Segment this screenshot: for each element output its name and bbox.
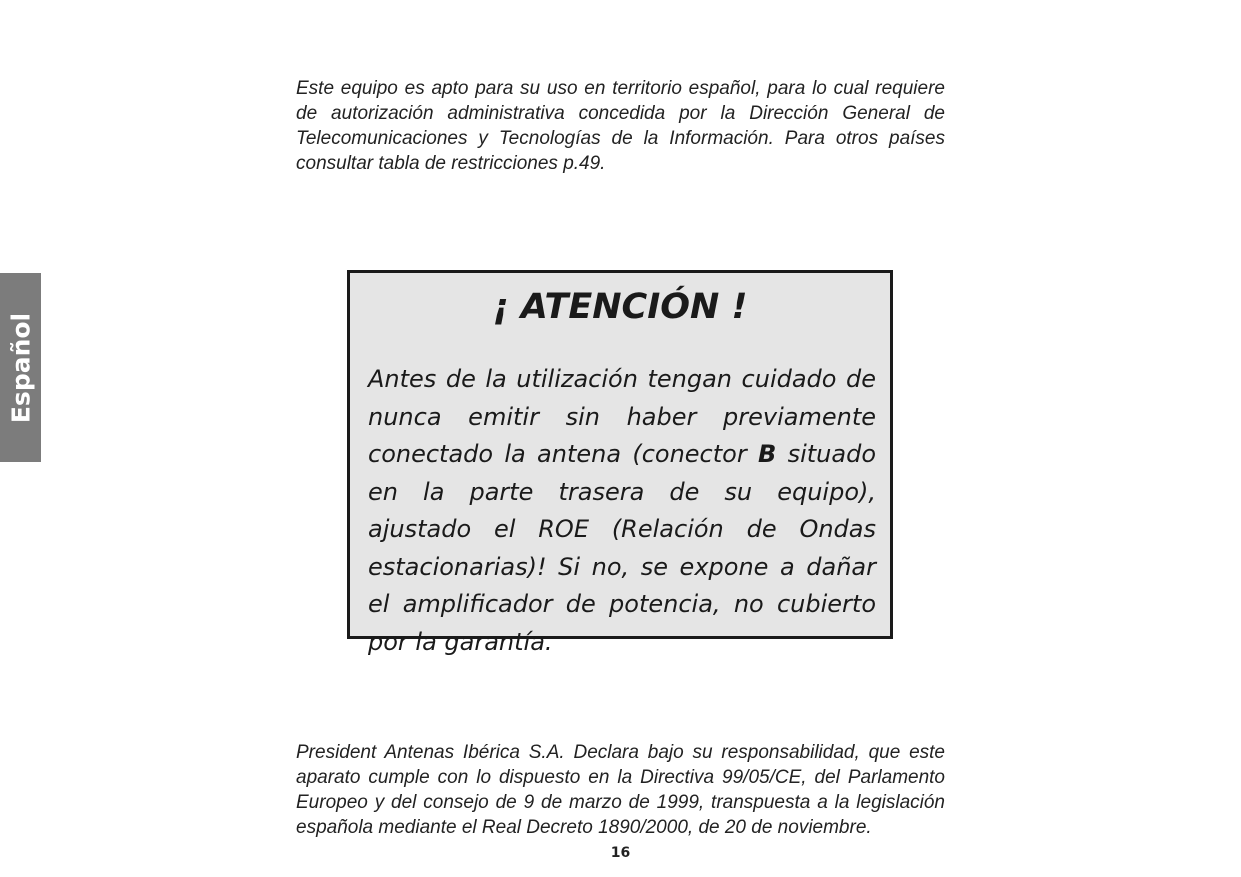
- intro-paragraph: Este equipo es apto para su uso en territorio español, para lo cual requiere de autorización administrativa concedida por la Dirección General de Telecomunicaciones y Tecnologías de la Información. Para otros países consultar tabla de restricciones p.49.: [296, 78, 945, 174]
- attention-notice-box: [347, 270, 893, 656]
- page-number: 16: [610, 845, 631, 861]
- language-side-tab: [0, 273, 41, 462]
- notice-body-text-continued: situado en la parte trasera de su equipo), ajustado el ROE (Relación de Ondas estacionarias)! Si no, se expone a dañar el amplificador de potencia, no cubierto por la garantía.: [368, 440, 876, 656]
- declaration-paragraph: President Antenas Ibérica S.A. Declara bajo su responsabilidad, que este aparato cumple con lo dispuesto en la Directiva 99/05/CE, del Parlamento Europeo y del consejo de 9 de marzo de 1999, transpuesta a la legislación española mediante el Real Decreto 1890/2000, de 20 de noviembre.: [296, 742, 945, 838]
- notice-body: [368, 361, 876, 661]
- notice-body-text: Antes de la utilización tengan cuidado de nunca emitir sin haber previamente conectado la antena (conector: [368, 365, 876, 468]
- notice-title: ¡ ATENCIÓN !: [492, 287, 748, 327]
- language-tab-label: Español: [6, 312, 35, 423]
- connector-letter: B: [758, 440, 777, 468]
